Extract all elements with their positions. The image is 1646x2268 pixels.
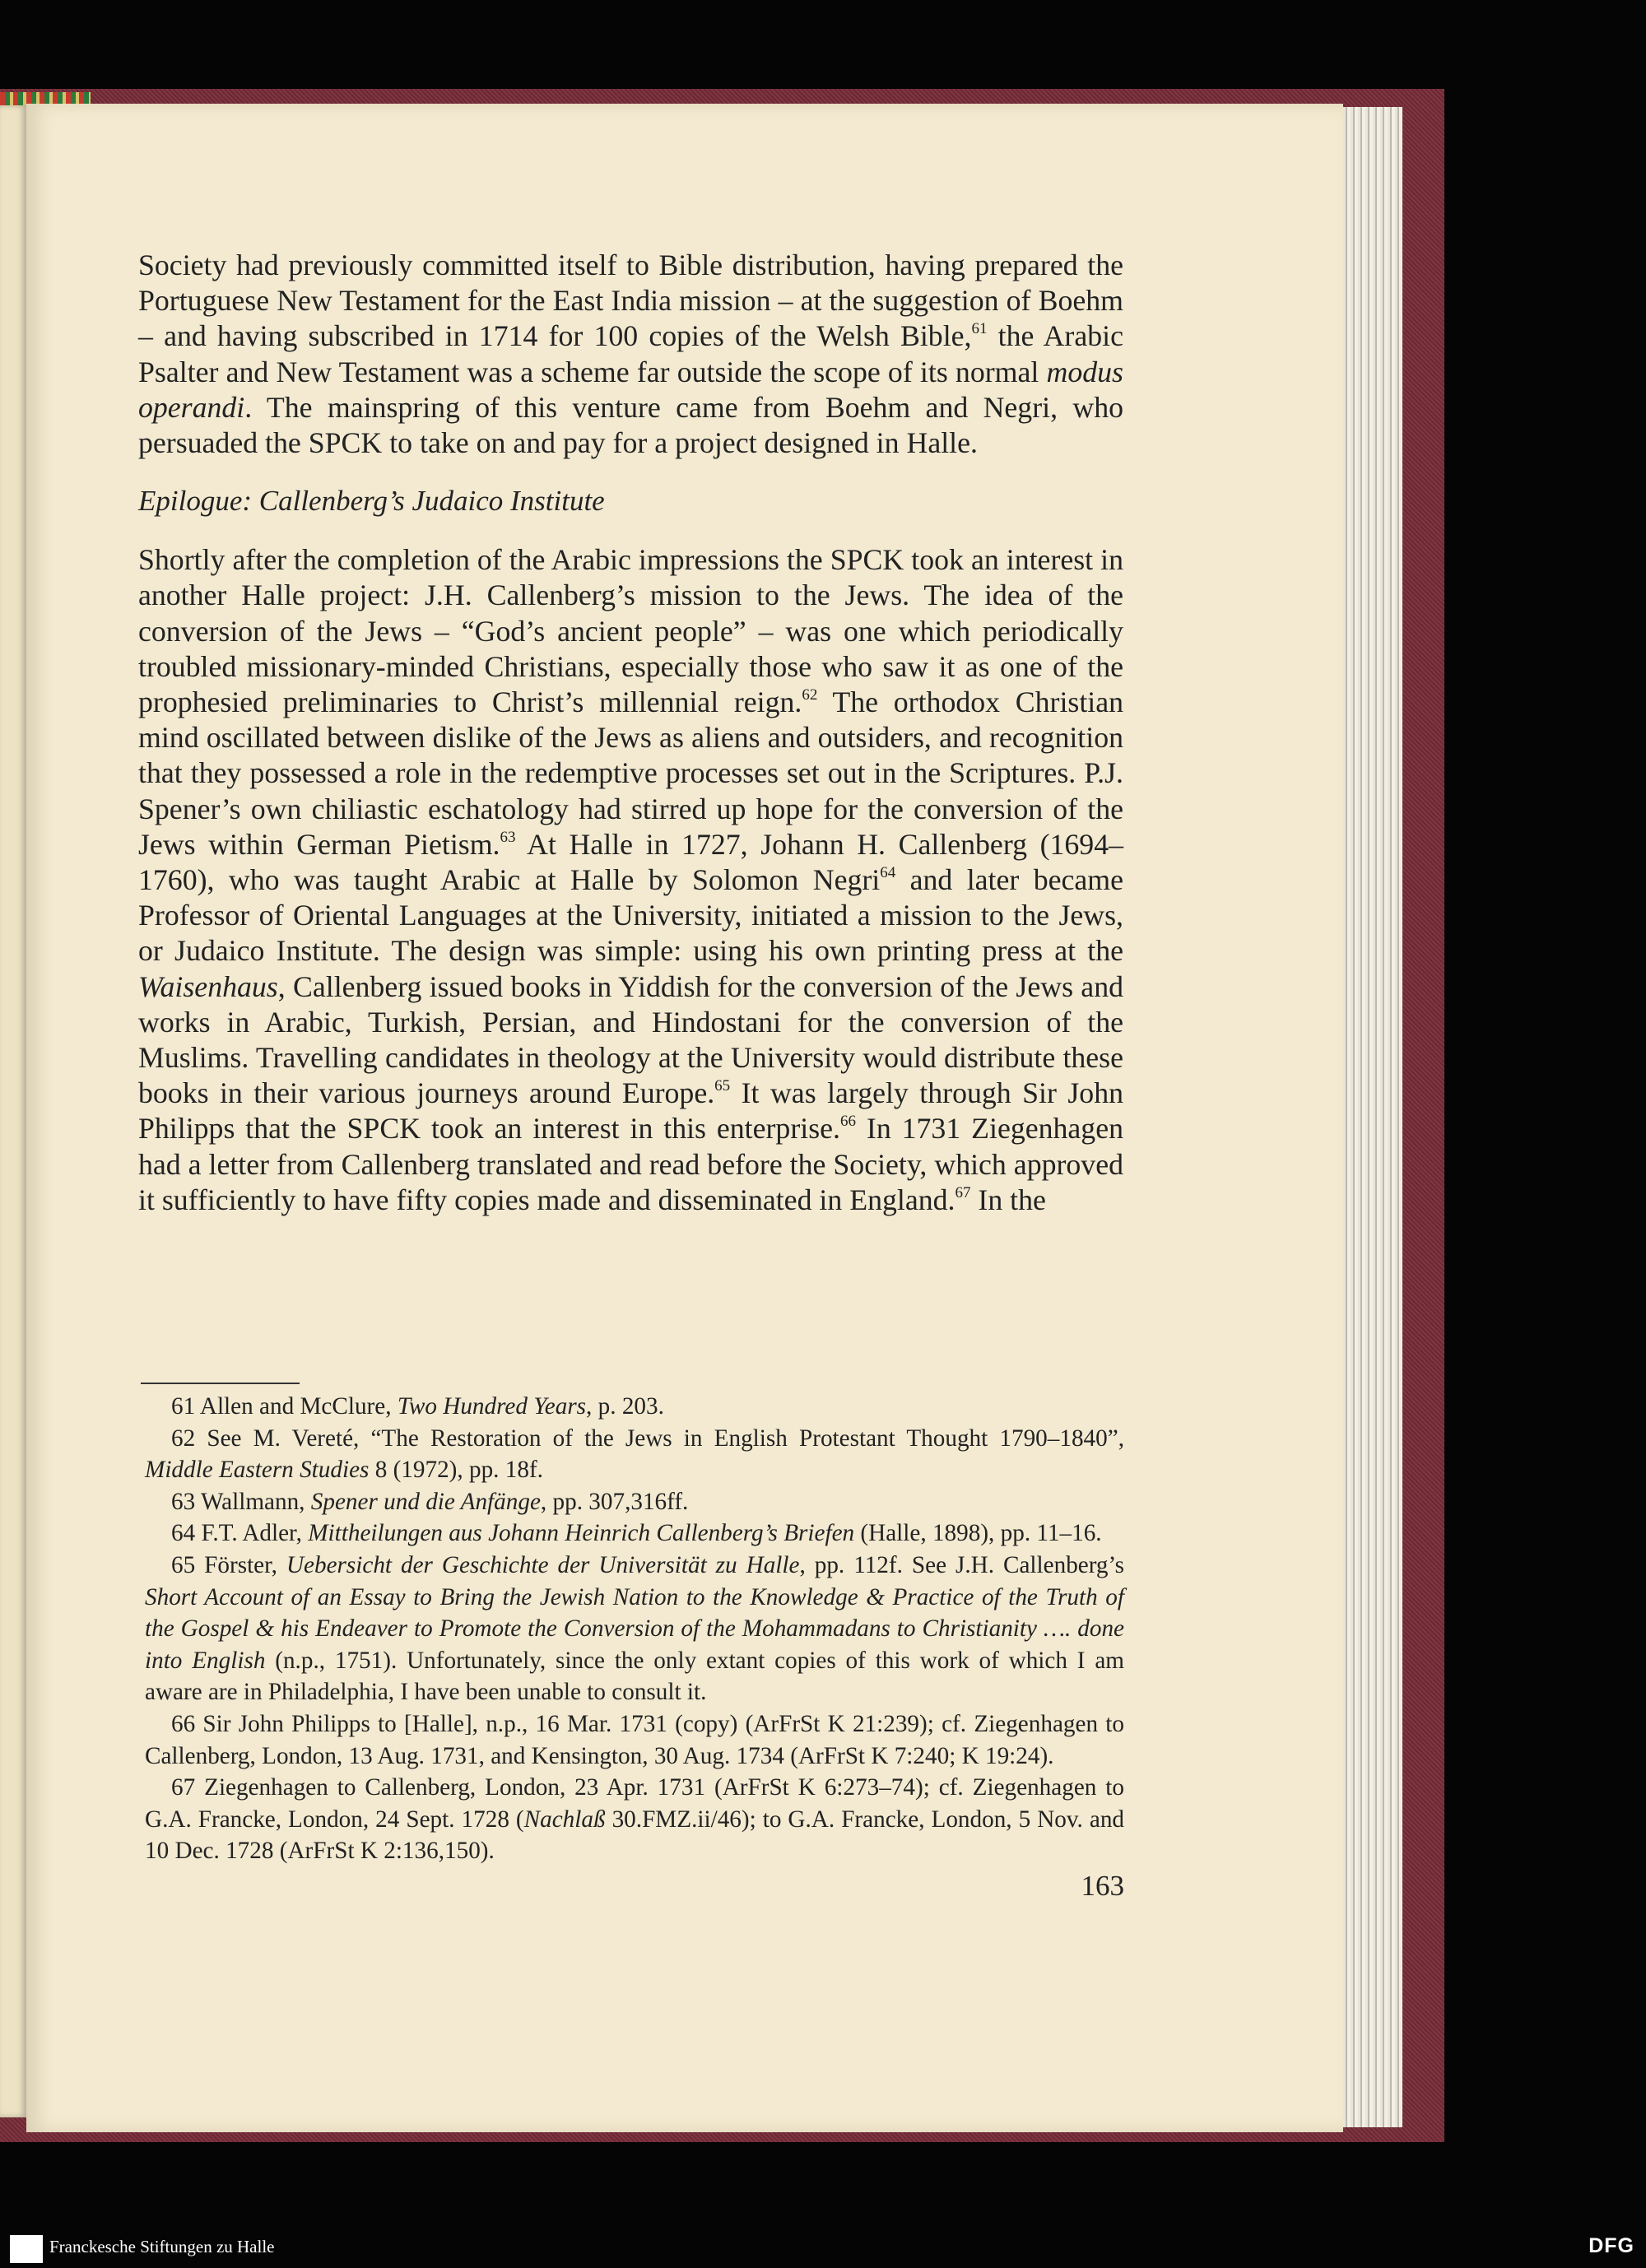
footnote-ref-66[interactable]: 66	[839, 1113, 856, 1131]
footnote-66: 66 Sir John Philipps to [Halle], n.p., 16 Mar. 1731 (copy) (ArFrSt K 21:239); cf. Ziegenhagen to Callenberg, London, 13 Aug. 1731, and Kensington, 30 Aug. 1734 (ArFrSt K 7:240; K 19:24).	[145, 1710, 1124, 1769]
footnote-61: 61 Allen and McClure, Two Hundred Years, p. 203.	[171, 1393, 664, 1420]
main-text	[138, 248, 1123, 1218]
footnote-62: 62 See M. Vereté, “The Restoration of the Jews in English Protestant Thought 1790–1840”, Middle Eastern Studies 8 (1972), pp. 18f.	[145, 1424, 1124, 1484]
footnote-ref-63[interactable]: 63	[500, 828, 516, 846]
institution-name[interactable]: Franckesche Stiftungen zu Halle	[49, 2237, 275, 2256]
footnote-ref-61[interactable]: 61	[971, 320, 988, 338]
page-number: 163	[1081, 1870, 1124, 1902]
paragraph-1: Society had previously committed itself to Bible distribution, having prepared the Portuguese New Testament for the East India mission – at the suggestion of Boehm – and having subscribed in 1714 for 100 copies of the Welsh Bible,$^{61}$ the Arabic Psalter and New Testament was a scheme far outside the scope of its normal modus operandi. The mainspring of this venture came from Boehm and Negri, who persuaded the SPCK to take on and pay for a project designed in Halle.	[138, 249, 1123, 460]
dfg-logo[interactable]: DFG	[1588, 2234, 1634, 2257]
footnote-63: 63 Wallmann, Spener und die Anfänge, pp. 307,316ff.	[171, 1488, 689, 1515]
footnotes	[145, 1391, 1124, 1867]
page-edges	[1343, 107, 1402, 2127]
footnote-64: 64 F.T. Adler, Mittheilungen aus Johann Heinrich Callenberg’s Briefen (Halle, 1898), pp. 11–16.	[171, 1520, 1102, 1547]
footnote-ref-65[interactable]: 65	[714, 1077, 731, 1095]
footnote-ref-64[interactable]: 64	[880, 864, 896, 882]
footnote-ref-67[interactable]: 67	[955, 1183, 971, 1201]
left-page-edge	[0, 105, 26, 2117]
footnote-65: 65 Förster, Uebersicht der Geschichte der Universität zu Halle, pp. 112f. See J.H. Callenberg’s Short Account of an Essay to Bring the Jewish Nation to the Knowledge & Practice of the Truth of the Gospel & his Endeaver to Promote the Conversion of the Mohammadans to Christianity …. done into English (n.p., 1751). Unfortunately, since the only extant copies of this work of which I am aware are in Philadelphia, I have been unable to consult it.	[145, 1551, 1124, 1706]
paragraph-2: Shortly after the completion of the Arabic impressions the SPCK took an interest in another Halle project: J.H. Callenberg’s mission to the Jews. The idea of the conversion of the Jews – “God’s ancient people” – was one which periodically troubled missionary-minded Christians, especially those who saw it as one of the prophesied preliminaries to Christ’s millennial reign.$^{62}$ The orthodox Christian mind oscillated between dislike of the Jews as aliens and outsiders, and recognition that they possessed a role in the redemptive processes set out in the Scriptures. P.J. Spener’s own chiliastic eschatology had stirred up hope for the conversion of the Jews within German Pietism.$^{63}$ At Halle in 1727, Johann H. Callenberg (1694–1760), who was taught Arabic at Halle by Solomon Negri$^{64}$ and later became Professor of Oriental Languages at the University, initiated a mission to the Jews, or Judaico Institute. The design was simple: using his own printing press at the Waisenhaus, Callenberg issued books in Yiddish for the conversion of the Jews and works in Arabic, Turkish, Persian, and Hindostani for the conversion of the Muslims. Travelling candidates in theology at the University would distribute these books in their various journeys around Europe.$^{65}$ It was largely through Sir John Philipps that the SPCK took an interest in this enterprise.$^{66}$ In 1731 Ziegenhagen had a letter from Callenberg translated and read before the Society, which approved it sufficiently to have fifty copies made and disseminated in England.$^{67}$ In the	[138, 543, 1123, 1216]
section-heading: Epilogue: Callenberg’s Judaico Institute	[138, 485, 605, 518]
footnote-rule	[141, 1383, 300, 1384]
footnote-ref-62[interactable]: 62	[802, 686, 818, 704]
institution-logo-icon[interactable]	[10, 2235, 43, 2263]
footnote-67: 67 Ziegenhagen to Callenberg, London, 23 Apr. 1731 (ArFrSt K 6:273–74); cf. Ziegenhagen to G.A. Francke, London, 24 Sept. 1728 (Nachlaß 30.FMZ.ii/46); to G.A. Francke, London, 5 Nov. and 10 Dec. 1728 (ArFrSt K 2:136,150).	[145, 1774, 1125, 1865]
